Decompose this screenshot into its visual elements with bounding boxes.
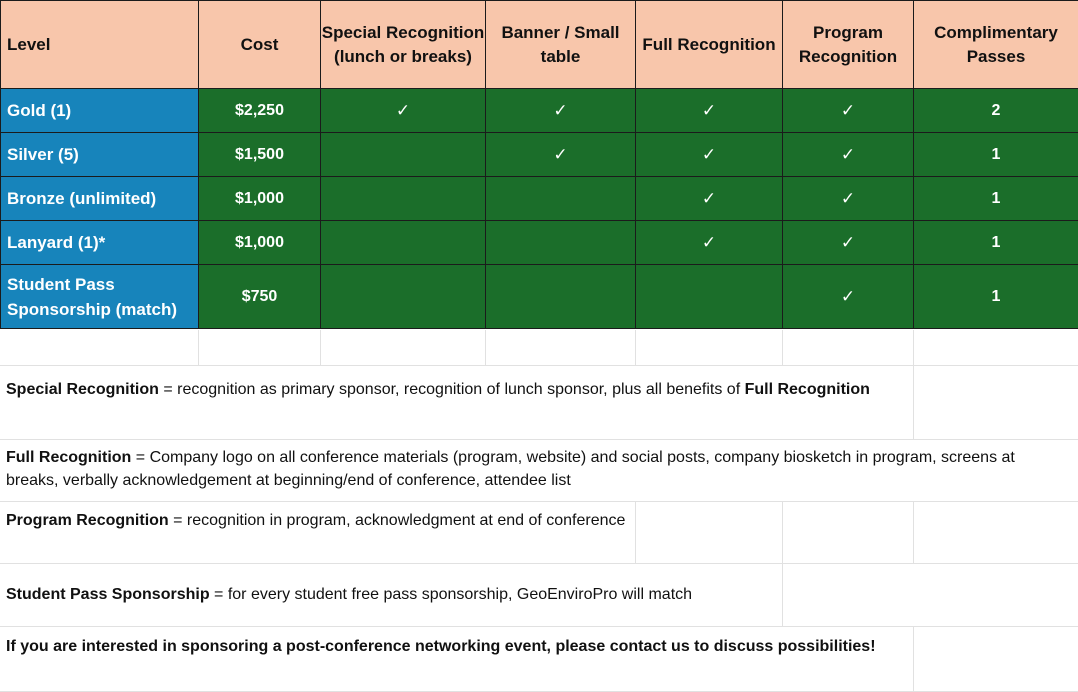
- sponsorship-table: [0, 0, 1078, 329]
- cost-cell: $2,250: [199, 89, 321, 133]
- header-cost: Cost: [199, 1, 321, 89]
- level-cell: Gold (1): [1, 89, 199, 133]
- full-check: ✓: [636, 177, 783, 221]
- special-check: [321, 265, 486, 329]
- note-program-text: [6, 509, 626, 532]
- program-check: ✓: [783, 133, 914, 177]
- grid-line: [913, 366, 914, 439]
- grid-line: [320, 330, 321, 365]
- notes-section: [0, 330, 1078, 692]
- banner-check: ✓: [486, 133, 636, 177]
- header-special-recognition: Special Recognition (lunch or breaks): [321, 1, 486, 89]
- grid-line: [913, 502, 914, 563]
- header-full-recognition: Full Recognition: [636, 1, 783, 89]
- grid-line: [782, 564, 783, 626]
- full-check: ✓: [636, 89, 783, 133]
- note-body: = recognition in program, acknowledgment at end of conference: [169, 512, 626, 529]
- passes-cell: 1: [914, 265, 1078, 329]
- table-row-gold: [1, 89, 1078, 133]
- note-term: Program Recognition: [6, 512, 169, 529]
- program-check: ✓: [783, 221, 914, 265]
- passes-cell: 1: [914, 177, 1078, 221]
- header-complimentary-passes: Complimentary Passes: [914, 1, 1078, 89]
- banner-check: ✓: [486, 89, 636, 133]
- special-check: [321, 177, 486, 221]
- level-cell: Lanyard (1)*: [1, 221, 199, 265]
- cost-cell: $1,000: [199, 177, 321, 221]
- level-cell: Bronze (unlimited): [1, 177, 199, 221]
- notes-blank-row: [0, 330, 1078, 366]
- banner-check: [486, 177, 636, 221]
- header-level: Level: [1, 1, 199, 89]
- note-body: = Company logo on all conference materials (program, website) and social posts, company biosketch in program, screens at breaks, verbally acknowledgement at beginning/end of conference, attendee list: [6, 449, 1015, 489]
- note-term: Full Recognition: [6, 449, 131, 466]
- passes-cell: 1: [914, 221, 1078, 265]
- program-check: ✓: [783, 265, 914, 329]
- grid-line: [913, 627, 914, 691]
- note-special-recognition: [0, 366, 1078, 440]
- grid-line: [198, 330, 199, 365]
- note-term: Student Pass Sponsorship: [6, 586, 210, 603]
- table-row-bronze: [1, 177, 1078, 221]
- note-program-recognition: [0, 502, 1078, 564]
- grid-line: [485, 330, 486, 365]
- note-networking-text: If you are interested in sponsoring a post-conference networking event, please contact us to discuss possibilities!: [6, 635, 896, 658]
- note-student-pass: [0, 564, 1078, 627]
- full-check: [636, 265, 783, 329]
- note-body: = recognition as primary sponsor, recognition of lunch sponsor, plus all benefits of: [159, 381, 745, 398]
- grid-line: [913, 330, 914, 365]
- program-check: ✓: [783, 177, 914, 221]
- note-special-text: [6, 378, 886, 401]
- grid-line: [635, 330, 636, 365]
- note-student-text: [6, 583, 776, 606]
- grid-line: [782, 330, 783, 365]
- full-check: ✓: [636, 221, 783, 265]
- note-full-recognition: [0, 440, 1078, 502]
- special-check: [321, 221, 486, 265]
- header-program-recognition: Program Recognition: [783, 1, 914, 89]
- header-row: [1, 1, 1078, 89]
- header-banner: Banner / Small table: [486, 1, 636, 89]
- cost-cell: $750: [199, 265, 321, 329]
- grid-line: [635, 502, 636, 563]
- passes-cell: 2: [914, 89, 1078, 133]
- banner-check: [486, 221, 636, 265]
- level-cell: Silver (5): [1, 133, 199, 177]
- cost-cell: $1,000: [199, 221, 321, 265]
- note-body: = for every student free pass sponsorship, GeoEnviroPro will match: [210, 586, 692, 603]
- note-networking: [0, 627, 1078, 692]
- table-row-silver: [1, 133, 1078, 177]
- note-full-text: [6, 446, 1066, 492]
- passes-cell: 1: [914, 133, 1078, 177]
- table-row-student-pass: [1, 265, 1078, 329]
- level-cell: Student Pass Sponsorship (match): [1, 265, 199, 329]
- banner-check: [486, 265, 636, 329]
- note-term: Special Recognition: [6, 381, 159, 398]
- grid-line: [782, 502, 783, 563]
- full-check: ✓: [636, 133, 783, 177]
- cost-cell: $1,500: [199, 133, 321, 177]
- program-check: ✓: [783, 89, 914, 133]
- table-row-lanyard: [1, 221, 1078, 265]
- note-term-ref: Full Recognition: [745, 381, 870, 398]
- special-check: ✓: [321, 89, 486, 133]
- special-check: [321, 133, 486, 177]
